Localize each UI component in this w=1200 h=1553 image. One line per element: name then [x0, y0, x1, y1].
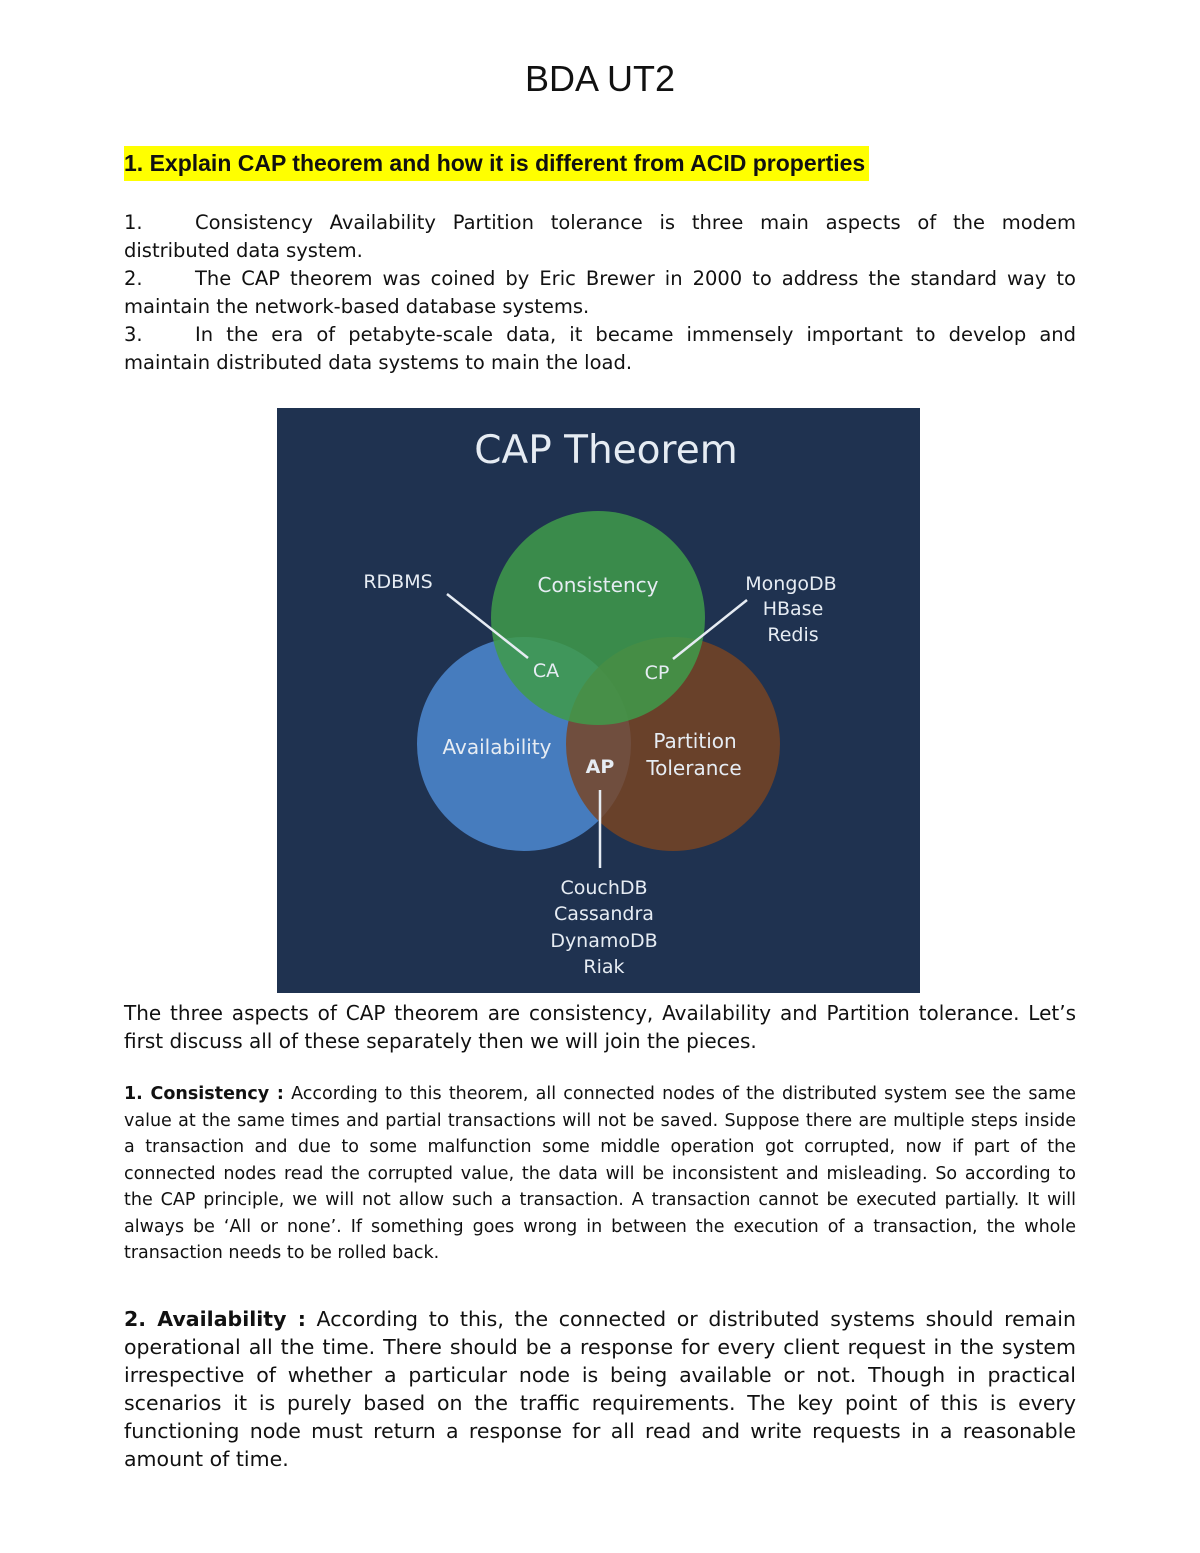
cp-system-label: MongoDB [745, 573, 837, 595]
cp-overlap-label: CP [644, 662, 670, 684]
cp-system-label: Redis [767, 624, 819, 646]
ap-system-label: Cassandra [554, 903, 654, 925]
list-item-number: 2. [124, 267, 143, 290]
list-item [124, 321, 1076, 377]
intro-point-list [124, 209, 1076, 377]
partition-label-line2: Tolerance [646, 756, 742, 780]
cp-system-label: HBase [762, 598, 824, 620]
availability-label: Availability [442, 735, 552, 759]
question-heading: 1. Explain CAP theorem and how it is different from ACID properties [124, 146, 869, 181]
cap-theorem-figure [277, 408, 920, 993]
availability-heading: 2. Availability : [124, 1307, 306, 1331]
rdbms-label: RDBMS [363, 571, 433, 593]
consistency-label: Consistency [537, 573, 659, 597]
list-item [124, 265, 1076, 321]
partition-label-line1: Partition [653, 729, 737, 753]
consistency-text: According to this theorem, all connected nodes of the distributed system see the same value at the same times and partial transactions will not be saved. Suppose there are multiple steps inside a transaction and due to some malfunction some middle operation got corrupted, now if part of the connected nodes read the corrupted value, the data will be inconsistent and misleading. So according to the CAP principle, we will not allow such a transaction. A transaction cannot be executed partially. It will always be ‘All or none’. If something goes wrong in between the execution of a transaction, the whole transaction needs to be rolled back. [124, 1084, 1076, 1263]
list-item [124, 209, 1076, 265]
document-title: BDA UT2 [524, 58, 676, 99]
list-item-text: Consistency Availability Partition tolerance is three main aspects of the modem distributed data system. [124, 211, 1076, 262]
list-item-text: The CAP theorem was coined by Eric Brewer in 2000 to address the standard way to maintain the network-based database systems. [124, 267, 1076, 318]
ap-overlap-label: AP [585, 756, 615, 778]
intro-paragraph: The three aspects of CAP theorem are consistency, Availability and Partition tolerance. Let’s first discuss all of these separately then we will join the pieces. [124, 1001, 1076, 1053]
ap-system-label: Riak [583, 956, 625, 978]
ap-system-label: CouchDB [560, 877, 648, 899]
availability-section [124, 1305, 1076, 1473]
figure-title: CAP Theorem [474, 428, 738, 473]
list-item-text: In the era of petabyte-scale data, it became immensely important to develop and maintain distributed data systems to main the load. [124, 323, 1076, 374]
consistency-section [124, 1081, 1076, 1267]
ap-system-label: DynamoDB [550, 930, 658, 952]
consistency-heading: 1. Consistency : [124, 1084, 284, 1104]
list-item-number: 3. [124, 323, 143, 346]
ca-overlap-label: CA [532, 660, 560, 682]
list-item-number: 1. [124, 211, 143, 234]
consistency-circle [491, 511, 705, 725]
availability-text: According to this, the connected or distributed systems should remain operational all the time. There should be a response for every client request in the system irrespective of whether a particular node is being available or not. Though in practical scenarios it is purely based on the traffic requirements. The key point of this is every functioning node must return a response for all read and write requests in a reasonable amount of time. [124, 1307, 1076, 1471]
